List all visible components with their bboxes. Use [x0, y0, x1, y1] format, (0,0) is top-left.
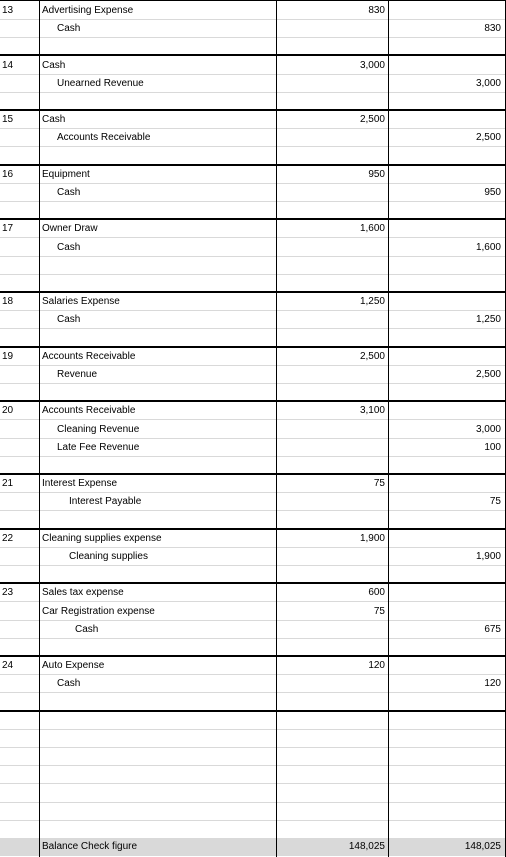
debit-amount[interactable] — [277, 366, 388, 384]
blank-cell[interactable] — [0, 694, 39, 712]
entry-number[interactable]: 22 — [2, 532, 14, 544]
blank-row[interactable] — [0, 275, 506, 293]
entry-number-cell[interactable] — [0, 184, 39, 202]
journal-line[interactable] — [0, 366, 506, 384]
credit-amount[interactable]: 1,250 — [475, 314, 501, 326]
blank-cell[interactable] — [0, 785, 39, 803]
account-name[interactable]: Interest Expense — [42, 478, 118, 490]
journal-line[interactable] — [0, 402, 506, 420]
debit-amount[interactable] — [277, 75, 388, 93]
debit-amount[interactable]: 1,900 — [359, 532, 385, 544]
entry-number-cell[interactable] — [0, 621, 39, 639]
blank-row[interactable] — [0, 694, 506, 712]
credit-amount[interactable] — [389, 166, 505, 184]
blank-cell[interactable] — [40, 512, 276, 530]
account-name[interactable]: Cash — [57, 678, 81, 690]
entry-number-cell[interactable] — [0, 603, 39, 621]
debit-amount[interactable] — [277, 129, 388, 147]
account-name[interactable]: Interest Payable — [69, 496, 142, 508]
entry-number-cell[interactable] — [0, 548, 39, 566]
entry-number-cell[interactable] — [0, 75, 39, 93]
blank-row[interactable] — [0, 148, 506, 166]
balance-check-row[interactable] — [0, 838, 506, 856]
blank-cell[interactable] — [277, 330, 388, 348]
debit-amount[interactable]: 1,600 — [359, 223, 385, 235]
account-name[interactable]: Owner Draw — [42, 223, 98, 235]
account-name[interactable]: Car Registration expense — [42, 605, 155, 617]
debit-amount[interactable] — [277, 439, 388, 457]
blank-cell[interactable] — [0, 148, 39, 166]
blank-cell[interactable] — [389, 712, 505, 730]
credit-amount[interactable]: 950 — [484, 187, 501, 198]
debit-amount[interactable]: 830 — [368, 5, 385, 16]
blank-cell[interactable] — [40, 785, 276, 803]
blank-cell[interactable] — [389, 330, 505, 348]
account-name[interactable]: Equipment — [42, 168, 90, 180]
debit-amount[interactable]: 600 — [368, 587, 385, 599]
blank-cell[interactable] — [389, 384, 505, 402]
column-divider-number — [39, 0, 40, 857]
account-name[interactable]: Late Fee Revenue — [57, 441, 140, 453]
account-name[interactable]: Sales tax expense — [42, 587, 124, 599]
blank-row[interactable] — [0, 566, 506, 584]
blank-cell[interactable] — [277, 257, 388, 275]
blank-cell[interactable] — [40, 748, 276, 766]
blank-cell[interactable] — [0, 257, 39, 275]
blank-cell[interactable] — [389, 257, 505, 275]
blank-cell[interactable] — [277, 512, 388, 530]
blank-cell[interactable] — [277, 148, 388, 166]
entry-number[interactable]: 15 — [2, 114, 14, 126]
credit-amount[interactable] — [389, 402, 505, 420]
account-name[interactable]: Cash — [42, 59, 66, 71]
blank-cell[interactable] — [40, 148, 276, 166]
blank-row[interactable] — [0, 330, 506, 348]
blank-cell[interactable] — [389, 785, 505, 803]
account-name[interactable]: Auto Expense — [42, 660, 105, 672]
blank-cell[interactable] — [40, 275, 276, 293]
credit-amount[interactable]: 120 — [484, 678, 501, 690]
blank-row[interactable] — [0, 384, 506, 402]
entry-number[interactable]: 23 — [2, 587, 14, 599]
blank-cell[interactable] — [277, 694, 388, 712]
blank-cell[interactable] — [0, 384, 39, 402]
entry-number-cell[interactable] — [0, 675, 39, 693]
blank-row[interactable] — [0, 93, 506, 111]
balance-check-debit[interactable]: 148,025 — [348, 841, 385, 852]
column-divider-debit — [388, 0, 389, 857]
credit-amount[interactable]: 2,500 — [475, 132, 501, 144]
entry-number-cell[interactable] — [0, 439, 39, 457]
credit-amount[interactable] — [389, 57, 505, 75]
journal-line[interactable] — [0, 584, 506, 602]
journal-line[interactable] — [0, 675, 506, 693]
debit-amount[interactable]: 75 — [373, 605, 385, 617]
blank-cell[interactable] — [389, 457, 505, 475]
account-name[interactable]: Accounts Receivable — [42, 350, 136, 362]
credit-amount[interactable]: 3,000 — [475, 77, 501, 89]
entry-number[interactable]: 21 — [2, 478, 14, 490]
journal-line[interactable] — [0, 293, 506, 311]
account-name[interactable]: Cleaning supplies expense — [42, 532, 162, 544]
blank-cell[interactable] — [0, 803, 39, 821]
account-name[interactable]: Salaries Expense — [42, 296, 120, 308]
account-name[interactable]: Revenue — [57, 369, 98, 380]
blank-cell[interactable] — [0, 566, 39, 584]
account-name[interactable]: Cash — [57, 314, 81, 326]
account-name[interactable]: Cash — [75, 623, 99, 635]
account-name[interactable]: Accounts Receivable — [57, 132, 151, 144]
debit-amount[interactable]: 1,250 — [359, 296, 385, 308]
blank-cell[interactable] — [0, 730, 39, 748]
blank-cell[interactable] — [40, 766, 276, 784]
credit-amount[interactable]: 2,500 — [475, 369, 501, 380]
blank-cell[interactable] — [40, 730, 276, 748]
blank-cell[interactable] — [277, 785, 388, 803]
blank-cell[interactable] — [389, 639, 505, 657]
blank-cell[interactable] — [389, 93, 505, 111]
journal-line[interactable] — [0, 311, 506, 329]
blank-cell[interactable] — [40, 694, 276, 712]
credit-amount[interactable] — [389, 111, 505, 129]
debit-amount[interactable] — [277, 20, 388, 38]
journal-line[interactable] — [0, 348, 506, 366]
blank-cell[interactable] — [277, 38, 388, 56]
account-name[interactable]: Advertising Expense — [42, 5, 134, 16]
blank-row[interactable] — [0, 803, 506, 821]
blank-cell[interactable] — [0, 202, 39, 220]
credit-amount[interactable] — [389, 220, 505, 238]
blank-row[interactable] — [0, 748, 506, 766]
debit-amount[interactable] — [277, 239, 388, 257]
journal-line[interactable] — [0, 184, 506, 202]
credit-amount[interactable]: 75 — [489, 496, 501, 508]
credit-amount[interactable] — [389, 603, 505, 621]
blank-cell[interactable] — [277, 384, 388, 402]
blank-cell[interactable] — [0, 512, 39, 530]
account-name[interactable]: Cash — [57, 23, 81, 35]
credit-amount[interactable] — [389, 657, 505, 675]
balance-check-credit[interactable]: 148,025 — [464, 841, 501, 852]
journal-line[interactable] — [0, 530, 506, 548]
blank-cell[interactable] — [40, 202, 276, 220]
blank-cell[interactable] — [0, 275, 39, 293]
journal-line[interactable] — [0, 75, 506, 93]
debit-amount[interactable] — [277, 548, 388, 566]
journal-line[interactable] — [0, 548, 506, 566]
entry-number[interactable]: 16 — [2, 168, 14, 180]
blank-cell[interactable] — [40, 803, 276, 821]
entry-number-cell[interactable] — [0, 421, 39, 439]
blank-cell[interactable] — [277, 275, 388, 293]
blank-cell[interactable] — [0, 93, 39, 111]
blank-row[interactable] — [0, 202, 506, 220]
entry-number[interactable]: 17 — [2, 223, 14, 235]
blank-row[interactable] — [0, 639, 506, 657]
blank-cell[interactable] — [277, 730, 388, 748]
blank-row[interactable] — [0, 38, 506, 56]
credit-amount[interactable] — [389, 293, 505, 311]
debit-amount[interactable]: 3,000 — [359, 59, 385, 71]
entry-number[interactable]: 13 — [2, 5, 14, 16]
blank-cell[interactable] — [0, 712, 39, 730]
blank-cell[interactable] — [389, 694, 505, 712]
blank-cell[interactable] — [40, 639, 276, 657]
blank-cell[interactable] — [389, 275, 505, 293]
journal-line[interactable] — [0, 621, 506, 639]
blank-cell[interactable] — [0, 330, 39, 348]
blank-cell[interactable] — [277, 93, 388, 111]
balance-check-number-cell[interactable] — [0, 838, 39, 856]
journal-line[interactable] — [0, 57, 506, 75]
blank-cell[interactable] — [389, 38, 505, 56]
blank-row[interactable] — [0, 785, 506, 803]
debit-amount[interactable] — [277, 421, 388, 439]
blank-cell[interactable] — [0, 639, 39, 657]
entry-number[interactable]: 18 — [2, 296, 14, 308]
credit-amount[interactable] — [389, 584, 505, 602]
journal-line[interactable] — [0, 493, 506, 511]
debit-amount[interactable] — [277, 621, 388, 639]
entry-number[interactable]: 20 — [2, 405, 14, 417]
debit-amount[interactable]: 2,500 — [359, 350, 385, 362]
account-name[interactable]: Unearned Revenue — [57, 77, 144, 89]
account-name[interactable]: Cleaning Revenue — [57, 423, 140, 435]
blank-cell[interactable] — [0, 766, 39, 784]
account-name[interactable]: Cash — [57, 241, 81, 253]
blank-cell[interactable] — [277, 712, 388, 730]
journal-line[interactable] — [0, 475, 506, 493]
column-divider-account — [276, 0, 277, 857]
credit-amount[interactable] — [389, 2, 505, 20]
blank-row[interactable] — [0, 457, 506, 475]
entry-number[interactable]: 24 — [2, 660, 14, 672]
blank-cell[interactable] — [389, 748, 505, 766]
debit-amount[interactable] — [277, 311, 388, 329]
entry-number-cell[interactable] — [0, 311, 39, 329]
debit-amount[interactable]: 3,100 — [359, 405, 385, 417]
blank-row[interactable] — [0, 730, 506, 748]
credit-amount[interactable]: 3,000 — [475, 423, 501, 435]
blank-row[interactable] — [0, 257, 506, 275]
entry-number[interactable]: 14 — [2, 59, 14, 71]
blank-cell[interactable] — [389, 148, 505, 166]
blank-cell[interactable] — [40, 384, 276, 402]
blank-cell[interactable] — [40, 712, 276, 730]
entry-number-cell[interactable] — [0, 129, 39, 147]
blank-row[interactable] — [0, 512, 506, 530]
blank-cell[interactable] — [40, 330, 276, 348]
journal-line[interactable] — [0, 603, 506, 621]
credit-amount[interactable]: 1,600 — [475, 241, 501, 253]
blank-cell[interactable] — [40, 566, 276, 584]
blank-cell[interactable] — [277, 766, 388, 784]
journal-line[interactable] — [0, 239, 506, 257]
blank-row[interactable] — [0, 766, 506, 784]
blank-cell[interactable] — [389, 803, 505, 821]
entry-number-cell[interactable] — [0, 239, 39, 257]
credit-amount[interactable]: 675 — [484, 623, 501, 635]
blank-cell[interactable] — [40, 457, 276, 475]
blank-cell[interactable] — [0, 748, 39, 766]
account-name[interactable]: Cleaning supplies — [69, 551, 148, 562]
credit-amount[interactable] — [389, 475, 505, 493]
journal-line[interactable] — [0, 421, 506, 439]
blank-cell[interactable] — [389, 730, 505, 748]
debit-amount[interactable]: 75 — [373, 478, 385, 490]
debit-amount[interactable] — [277, 184, 388, 202]
blank-cell[interactable] — [40, 38, 276, 56]
journal-line[interactable] — [0, 129, 506, 147]
credit-amount[interactable]: 830 — [484, 23, 501, 35]
entry-number-cell[interactable] — [0, 366, 39, 384]
blank-cell[interactable] — [389, 766, 505, 784]
entry-number-cell[interactable] — [0, 20, 39, 38]
credit-amount[interactable]: 100 — [484, 441, 501, 453]
blank-cell[interactable] — [389, 512, 505, 530]
debit-amount[interactable]: 120 — [368, 660, 385, 672]
credit-amount[interactable]: 1,900 — [475, 551, 501, 562]
entry-number-cell[interactable] — [0, 493, 39, 511]
blank-cell[interactable] — [277, 457, 388, 475]
blank-cell[interactable] — [277, 803, 388, 821]
blank-cell[interactable] — [277, 748, 388, 766]
blank-cell[interactable] — [0, 457, 39, 475]
top-border — [0, 0, 506, 1]
blank-cell[interactable] — [389, 566, 505, 584]
blank-cell[interactable] — [389, 202, 505, 220]
account-name[interactable]: Accounts Receivable — [42, 405, 136, 417]
journal-line[interactable] — [0, 657, 506, 675]
entry-number[interactable]: 19 — [2, 350, 14, 362]
journal-line[interactable] — [0, 220, 506, 238]
journal-line[interactable] — [0, 2, 506, 20]
credit-amount[interactable] — [389, 348, 505, 366]
debit-amount[interactable]: 2,500 — [359, 114, 385, 126]
debit-amount[interactable]: 950 — [368, 168, 385, 180]
balance-check-label[interactable]: Balance Check figure — [42, 841, 138, 852]
debit-amount[interactable] — [277, 493, 388, 511]
journal-line[interactable] — [0, 439, 506, 457]
blank-cell[interactable] — [40, 257, 276, 275]
blank-cell[interactable] — [277, 202, 388, 220]
blank-cell[interactable] — [0, 38, 39, 56]
account-name[interactable]: Cash — [57, 187, 81, 198]
journal-line[interactable] — [0, 20, 506, 38]
blank-cell[interactable] — [40, 93, 276, 111]
debit-amount[interactable] — [277, 675, 388, 693]
blank-cell[interactable] — [277, 566, 388, 584]
journal-line[interactable] — [0, 166, 506, 184]
blank-cell[interactable] — [277, 639, 388, 657]
journal-line[interactable] — [0, 111, 506, 129]
blank-row[interactable] — [0, 712, 506, 730]
account-name[interactable]: Cash — [42, 114, 66, 126]
credit-amount[interactable] — [389, 530, 505, 548]
